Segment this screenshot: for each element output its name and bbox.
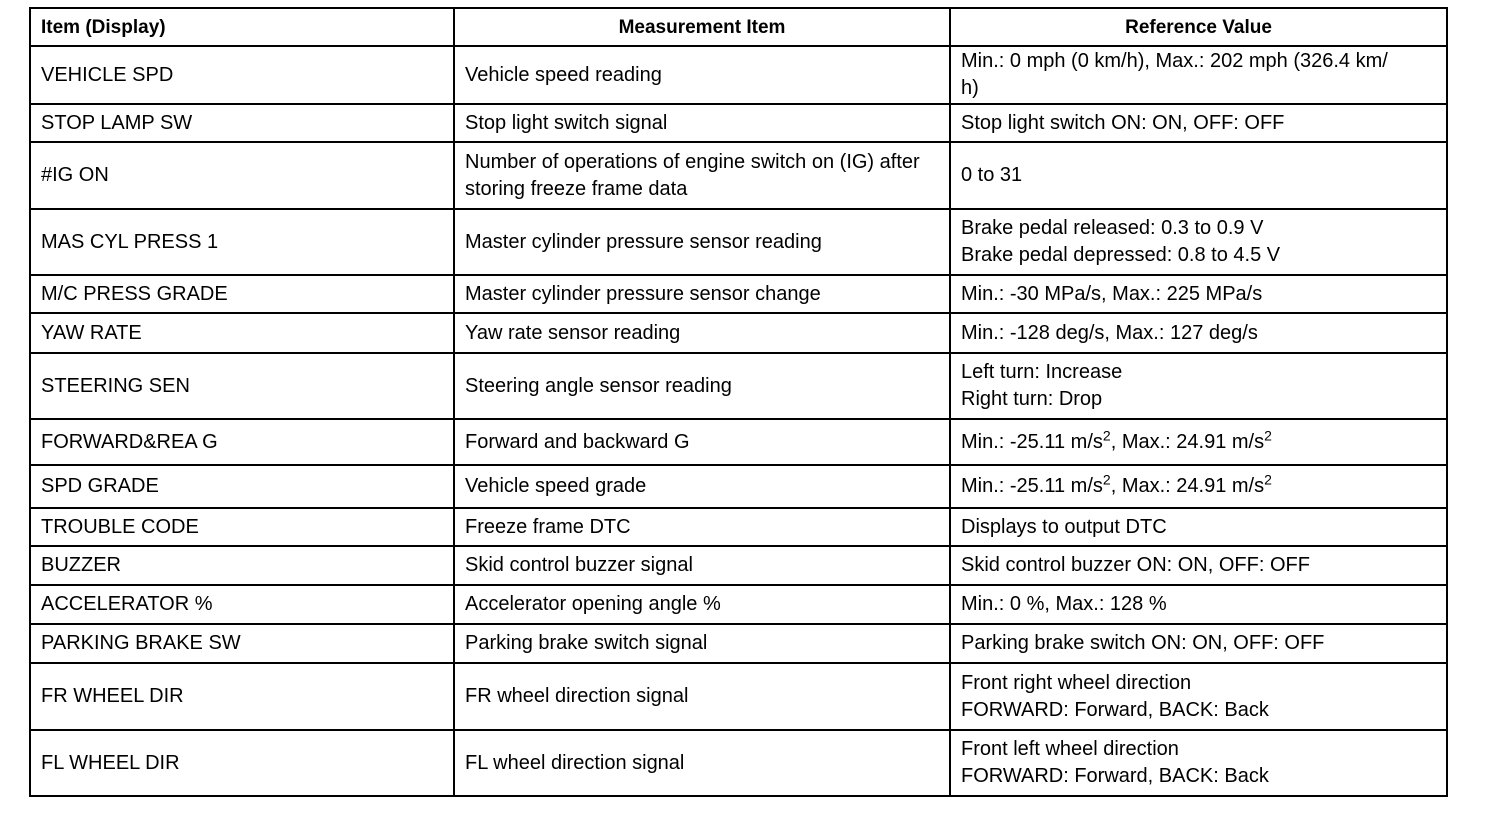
table-row [30,663,1447,730]
table-row [30,313,1447,353]
table-row [30,730,1447,796]
measurement-item-cell: Stop light switch signal [454,104,950,142]
reference-value-cell [950,46,1447,104]
reference-value-line: Brake pedal released: 0.3 to 0.9 V [961,217,1264,239]
reference-value-line: Left turn: Increase [961,361,1123,383]
reference-value-cell [950,419,1447,465]
reference-value-text: Min.: -25.11 m/s [961,430,1103,453]
reference-value-text: Min.: -25.11 m/s [961,475,1103,497]
reference-value-line: Min.: 0 %, Max.: 128 % [961,593,1167,615]
reference-value-line: Min.: 0 mph (0 km/h), Max.: 202 mph (326.4 km/ [961,50,1388,72]
table-row [30,353,1447,419]
item-display-cell: ACCELERATOR % [30,585,454,624]
reference-value-cell [950,546,1447,585]
item-display-cell: STOP LAMP SW [30,104,454,142]
item-display-cell: YAW RATE [30,313,454,353]
item-display-cell: FR WHEEL DIR [30,663,454,730]
reference-value-text: , Max.: 24.91 m/s [1110,475,1265,497]
header-reference-value: Reference Value [950,8,1447,46]
reference-value-cell [950,730,1447,796]
reference-value-cell [950,275,1447,313]
unit-exponent: 2 [1102,471,1111,488]
item-display-cell: BUZZER [30,546,454,585]
item-display-cell: #IG ON [30,142,454,209]
measurement-item-cell: Master cylinder pressure sensor change [454,275,950,313]
measurement-item-cell: Skid control buzzer signal [454,546,950,585]
table-row [30,46,1447,104]
item-display-cell: STEERING SEN [30,353,454,419]
measurement-item-cell: FR wheel direction signal [454,663,950,730]
reference-value-line: FORWARD: Forward, BACK: Back [961,698,1269,721]
reference-value-line: Right turn: Drop [961,388,1103,410]
reference-value-line: 0 to 31 [961,164,1023,186]
item-display-cell: VEHICLE SPD [30,46,454,104]
measurement-item-cell: FL wheel direction signal [454,730,950,796]
reference-value-line: Displays to output DTC [961,515,1167,538]
item-display-cell: MAS CYL PRESS 1 [30,209,454,275]
header-row [30,8,1447,46]
reference-value-line: Skid control buzzer ON: ON, OFF: OFF [961,554,1310,576]
table-row [30,465,1447,508]
table-row [30,624,1447,663]
item-display-cell: FORWARD&REA G [30,419,454,465]
table-row [30,209,1447,275]
table-row [30,104,1447,142]
measurement-item-cell: Vehicle speed grade [454,465,950,508]
reference-value-cell [950,104,1447,142]
reference-value-text: , Max.: 24.91 m/s [1110,430,1265,453]
unit-exponent: 2 [1264,471,1272,488]
table-row [30,585,1447,624]
reference-value-line: h) [961,77,979,99]
reference-value-cell [950,585,1447,624]
measurement-item-cell: Vehicle speed reading [454,46,950,104]
item-display-cell: PARKING BRAKE SW [30,624,454,663]
item-display-cell: TROUBLE CODE [30,508,454,546]
reference-value-line: Stop light switch ON: ON, OFF: OFF [961,111,1285,134]
table-row [30,419,1447,465]
table-row [30,142,1447,209]
measurement-item-cell: Yaw rate sensor reading [454,313,950,353]
reference-value-cell [950,353,1447,419]
measurement-item-cell: Parking brake switch signal [454,624,950,663]
reference-value-line: Min.: -128 deg/s, Max.: 127 deg/s [961,321,1258,344]
unit-exponent: 2 [1264,426,1272,443]
reference-value-cell [950,624,1447,663]
table-body [30,46,1447,796]
measurement-item-cell: Steering angle sensor reading [454,353,950,419]
measurement-item-cell: Number of operations of engine switch on (IG) after storing freeze frame data [454,142,950,209]
measurement-item-cell: Master cylinder pressure sensor reading [454,209,950,275]
reference-value-line: Parking brake switch ON: ON, OFF: OFF [961,632,1325,654]
unit-exponent: 2 [1102,426,1111,443]
header-item-display: Item (Display) [30,8,454,46]
table-row [30,546,1447,585]
measurement-item-cell: Freeze frame DTC [454,508,950,546]
data-list-reference-table [29,7,1448,797]
item-display-cell: M/C PRESS GRADE [30,275,454,313]
reference-value-cell [950,142,1447,209]
reference-value-line: Front left wheel direction [961,738,1179,760]
reference-value-cell [950,508,1447,546]
table-row [30,275,1447,313]
reference-value-cell [950,663,1447,730]
reference-value-line: Front right wheel direction [961,671,1192,694]
item-display-cell: FL WHEEL DIR [30,730,454,796]
header-measurement-item: Measurement Item [454,8,950,46]
reference-value-cell [950,465,1447,508]
measurement-item-cell: Forward and backward G [454,419,950,465]
reference-value-line: Brake pedal depressed: 0.8 to 4.5 V [961,244,1281,266]
table-row [30,508,1447,546]
item-display-cell: SPD GRADE [30,465,454,508]
measurement-item-cell: Accelerator opening angle % [454,585,950,624]
reference-value-line: FORWARD: Forward, BACK: Back [961,765,1269,787]
reference-value-cell [950,209,1447,275]
reference-value-line: Min.: -30 MPa/s, Max.: 225 MPa/s [961,282,1263,305]
reference-value-cell [950,313,1447,353]
